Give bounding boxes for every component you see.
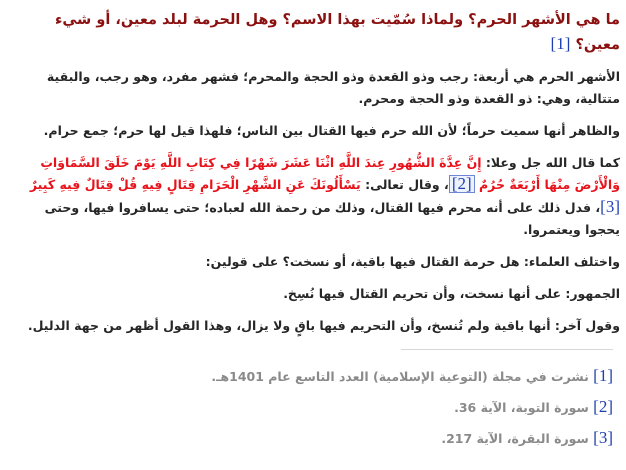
evidence-middle: ، وقال تعالى: bbox=[360, 177, 449, 192]
footnote-text: نشرت في مجلة (التوعية الإسلامية) العدد التاسع عام 1401هـ. bbox=[211, 369, 589, 384]
quran-verse-tawbah: إِنَّ عِدَّةَ الشُّهُورِ عِندَ اللَّهِ اثْنَا عَشَرَ شَهْرًا فِي كِتَابِ اللَّهِ يَوْمَ خَلَقَ السَّمَاوَاتِ وَالْأَرْضَ مِنْهَا أَرْبَعَةٌ حُرُمٌ bbox=[40, 155, 620, 192]
footnote-backref-1[interactable]: [1] bbox=[593, 366, 613, 385]
footnote-item bbox=[211, 364, 613, 389]
question-text: ما هي الأشهر الحرم؟ ولماذا سُمّيت بهذا الاسم؟ وهل الحرمة لبلد معين، أو شيء معين؟ bbox=[54, 12, 620, 53]
footnote-item bbox=[401, 395, 613, 420]
evidence-intro: كما قال الله جل وعلا: bbox=[481, 155, 620, 170]
footnotes-section bbox=[211, 349, 613, 451]
paragraph-majority-view: الجمهور: على أنها نسخت، وأن تحريم القتال فيها نُسِخ. bbox=[283, 286, 620, 301]
paragraph-definition: الأشهر الحرم هي أربعة: رجب وذو القعدة وذو الحجة والمحرم؛ فشهر مفرد، وهو رجب، والبقية متتالية، وهي: ذو القعدة وذو الحجة ومحرم. bbox=[46, 69, 620, 106]
paragraph-disagreement: واختلف العلماء: هل حرمة القتال فيها باقية، أو نسخت؟ على قولين: bbox=[205, 254, 620, 269]
footnote-ref-3[interactable]: [3] bbox=[600, 197, 620, 216]
footnote-ref-1[interactable]: [1] bbox=[550, 34, 571, 53]
paragraph-quran-evidence bbox=[6, 152, 620, 241]
footnote-backref-3[interactable]: [3] bbox=[593, 428, 613, 447]
footnote-ref-2[interactable]: [2] bbox=[449, 175, 475, 193]
paragraph-naming: والظاهر أنها سميت حرماً؛ لأن الله حرم فيها القتال بين الناس؛ فلهذا قيل لها حرم؛ جمع حرام. bbox=[43, 123, 620, 138]
footnote-text: سورة التوبة، الآية 36. bbox=[454, 400, 589, 415]
footnote-item bbox=[401, 426, 613, 451]
evidence-conclusion: ، فدل ذلك على أنه محرم فيها القتال، وذلك من رحمة الله لعباده؛ حتى يسافروا فيها، وحتى يحجوا ويعتمروا. bbox=[44, 200, 620, 237]
footnote-backref-2[interactable]: [2] bbox=[593, 397, 613, 416]
paragraph-other-view: وقول آخر: أنها باقية ولم تُنسخ، وأن التحريم فيها باقٍ ولا يزال، وهذا القول أظهر من جهة الدليل. bbox=[27, 318, 620, 333]
question-heading bbox=[6, 8, 620, 57]
footnote-text: سورة البقرة، الآية 217. bbox=[441, 431, 589, 446]
quran-verse-baqarah: يَسْأَلُونَكَ عَنِ الشَّهْرِ الْحَرَامِ قِتَالٍ فِيهِ قُلْ قِتَالٌ فِيهِ كَبِيرٌ bbox=[29, 177, 361, 192]
